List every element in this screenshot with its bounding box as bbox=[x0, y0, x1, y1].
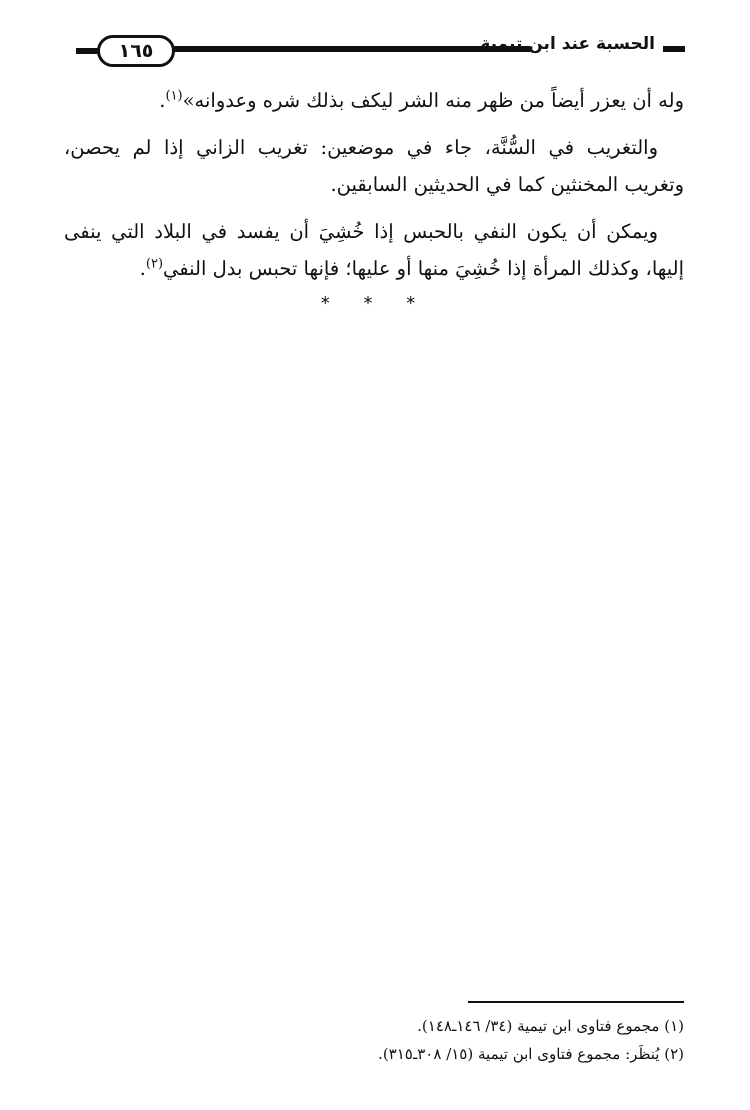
footnotes bbox=[64, 1012, 684, 1068]
paragraph-3-tail: . bbox=[139, 257, 146, 280]
paragraph-2 bbox=[64, 129, 684, 203]
footnote-1: (١) مجموع فتاوى ابن تيمية (٣٤/ ١٤٦ـ١٤٨). bbox=[417, 1017, 684, 1035]
section-separator: * * * bbox=[320, 293, 430, 314]
footnote-2: (٢) يُنظَر: مجموع فتاوى ابن تيمية (١٥/ ٣٠٨ـ٣١٥). bbox=[378, 1045, 684, 1063]
footnote-ref-2: (٢) bbox=[145, 256, 164, 272]
header-rule-end bbox=[663, 46, 685, 52]
body-text bbox=[64, 82, 684, 297]
running-title: الحسبة عند ابن تيمية bbox=[480, 34, 655, 54]
page-number: ١٦٥ bbox=[97, 35, 175, 67]
paragraph-3 bbox=[64, 213, 684, 287]
paragraph-1 bbox=[64, 82, 684, 119]
paragraph-3-text: ويمكن أن يكون النفي بالحبس إذا خُشِيَ أن يفسد في البلاد التي ينفى إليها، وكذلك المرأة إذا خُشِيَ منها أو عليها؛ فإنها تحبس بدل النفي bbox=[64, 220, 684, 280]
paragraph-1-text: وله أن يعزر أيضاً من ظهر منه الشر ليكف بذلك شره وعدوانه» bbox=[182, 89, 684, 112]
footnote-divider bbox=[468, 1001, 684, 1003]
footnote-ref-1: (١) bbox=[165, 88, 183, 104]
paragraph-1-tail: . bbox=[159, 89, 166, 112]
page-header bbox=[75, 32, 685, 68]
paragraph-2-text: والتغريب في السُّنَّة، جاء في موضعين: تغريب الزاني إذا لم يحصن، وتغريب المخنثين كما في الحديثين السابقين. bbox=[64, 136, 684, 196]
header-rule bbox=[165, 46, 530, 52]
